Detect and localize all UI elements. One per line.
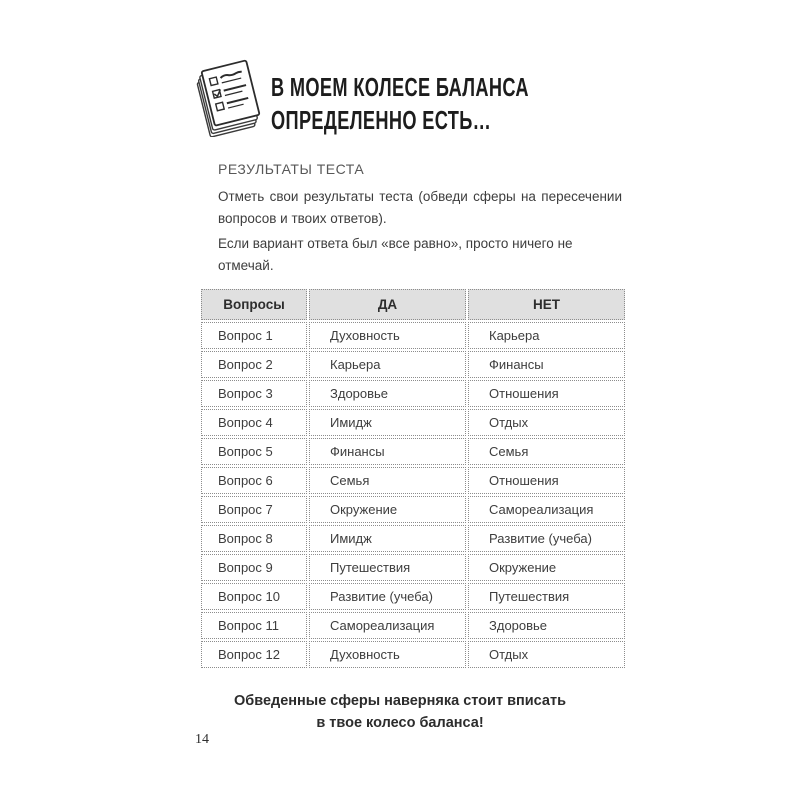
question-cell: Вопрос 3 (201, 380, 307, 407)
no-cell: Отношения (468, 467, 625, 494)
yes-cell: Финансы (309, 438, 466, 465)
results-table (199, 287, 627, 670)
yes-cell: Путешествия (309, 554, 466, 581)
table-row (201, 525, 625, 552)
instruction-paragraph-1: Отметь свои результаты теста (обведи сферы на пересечении вопросов и твоих ответов). (218, 189, 622, 226)
question-cell: Вопрос 11 (201, 612, 307, 639)
question-cell: Вопрос 2 (201, 351, 307, 378)
footnote-line2: в твое колесо баланса! (316, 715, 484, 731)
page-title-line1: В МОЕМ КОЛЕСЕ БАЛАНСА (271, 72, 529, 102)
no-cell: Окружение (468, 554, 625, 581)
question-cell: Вопрос 6 (201, 467, 307, 494)
yes-cell: Духовность (309, 641, 466, 668)
no-cell: Развитие (учеба) (468, 525, 625, 552)
yes-cell: Имидж (309, 525, 466, 552)
column-header-questions: Вопросы (201, 289, 307, 320)
no-cell: Отдых (468, 641, 625, 668)
page-number: 14 (195, 732, 209, 747)
column-header-yes: ДА (309, 289, 466, 320)
yes-cell: Имидж (309, 409, 466, 436)
table-row (201, 409, 625, 436)
question-cell: Вопрос 5 (201, 438, 307, 465)
no-cell: Отношения (468, 380, 625, 407)
table-row (201, 380, 625, 407)
footnote-line1: Обведенные сферы наверняка стоит вписать (234, 693, 566, 709)
table-row (201, 583, 625, 610)
no-cell: Отдых (468, 409, 625, 436)
table-header-row (201, 289, 625, 320)
yes-cell: Развитие (учеба) (309, 583, 466, 610)
no-cell: Карьера (468, 322, 625, 349)
yes-cell: Самореализация (309, 612, 466, 639)
checklist-pages-icon (194, 53, 268, 137)
yes-cell: Карьера (309, 351, 466, 378)
footnote (0, 690, 800, 734)
instruction-paragraph-2: Если вариант ответа был «все равно», просто ничего не отмечай. (218, 236, 573, 273)
question-cell: Вопрос 4 (201, 409, 307, 436)
yes-cell: Семья (309, 467, 466, 494)
table-row (201, 322, 625, 349)
table-row (201, 438, 625, 465)
question-cell: Вопрос 8 (201, 525, 307, 552)
no-cell: Семья (468, 438, 625, 465)
table-row (201, 641, 625, 668)
page-title-line2: ОПРЕДЕЛЕННО ЕСТЬ… (271, 105, 492, 135)
question-cell: Вопрос 1 (201, 322, 307, 349)
no-cell: Путешествия (468, 583, 625, 610)
table-row (201, 467, 625, 494)
no-cell: Самореализация (468, 496, 625, 523)
question-cell: Вопрос 12 (201, 641, 307, 668)
yes-cell: Окружение (309, 496, 466, 523)
table-row (201, 496, 625, 523)
question-cell: Вопрос 7 (201, 496, 307, 523)
question-cell: Вопрос 10 (201, 583, 307, 610)
column-header-no: НЕТ (468, 289, 625, 320)
table-row (201, 351, 625, 378)
table-row (201, 554, 625, 581)
yes-cell: Здоровье (309, 380, 466, 407)
no-cell: Финансы (468, 351, 625, 378)
section-subtitle: РЕЗУЛЬТАТЫ ТЕСТА (218, 161, 365, 177)
page-title (271, 71, 529, 137)
yes-cell: Духовность (309, 322, 466, 349)
question-cell: Вопрос 9 (201, 554, 307, 581)
table-row (201, 612, 625, 639)
no-cell: Здоровье (468, 612, 625, 639)
